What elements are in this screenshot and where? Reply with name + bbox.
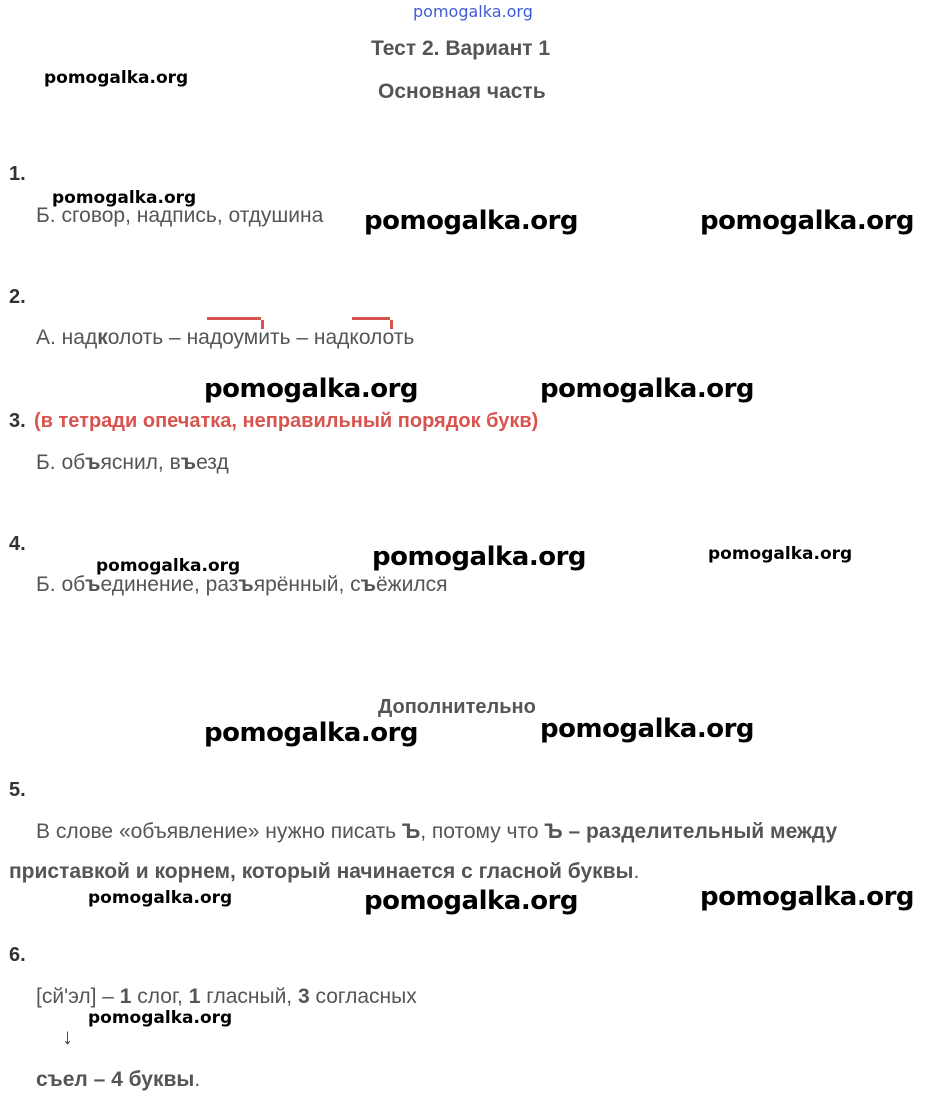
answer-6-line-1: [сй'эл] – 1 слог, 1 гласный, 3 согласных bbox=[36, 985, 417, 1008]
watermark: pomogalka.org bbox=[44, 68, 189, 88]
answer-6-line-2: съел – 4 буквы. bbox=[36, 1068, 201, 1091]
watermark: pomogalka.org bbox=[700, 882, 915, 912]
watermark: pomogalka.org bbox=[204, 374, 419, 404]
watermark: pomogalka.org bbox=[540, 714, 755, 744]
watermark: pomogalka.org bbox=[88, 888, 233, 908]
watermark: pomogalka.org bbox=[52, 188, 197, 208]
section-main-heading: Основная часть bbox=[378, 80, 546, 103]
item-number-5: 5. bbox=[9, 779, 26, 801]
down-arrow-icon: ↓ bbox=[62, 1024, 73, 1049]
answer-4: Б. объединение, разъярённый, съёжился bbox=[36, 573, 448, 596]
emphasized-letter: к bbox=[97, 326, 108, 349]
answer-5-line-1: В слове «объявление» нужно писать Ъ, потому что Ъ – разделительный между bbox=[36, 820, 838, 843]
item-number-1: 1. bbox=[9, 163, 26, 185]
answer-1: Б. сговор, надпись, отдушина bbox=[36, 204, 324, 227]
watermark: pomogalka.org bbox=[88, 1008, 233, 1028]
section-extra-heading: Дополнительно bbox=[378, 696, 536, 718]
page-title: Тест 2. Вариант 1 bbox=[371, 37, 551, 60]
item-number-2: 2. bbox=[9, 286, 26, 308]
typo-note: (в тетради опечатка, неправильный порядок букв) bbox=[34, 410, 539, 432]
watermark: pomogalka.org bbox=[700, 206, 915, 236]
item-number-6: 6. bbox=[9, 944, 26, 966]
site-link[interactable]: pomogalka.org bbox=[413, 2, 533, 21]
watermark: pomogalka.org bbox=[372, 542, 587, 572]
watermark: pomogalka.org bbox=[540, 374, 755, 404]
item-number-3: 3. bbox=[9, 410, 26, 432]
watermark: pomogalka.org bbox=[708, 544, 853, 564]
watermark: pomogalka.org bbox=[364, 206, 579, 236]
watermark: pomogalka.org bbox=[204, 718, 419, 748]
item-number-4: 4. bbox=[9, 533, 26, 555]
answer-5-line-2: приставкой и корнем, который начинается с гласной буквы. bbox=[9, 860, 640, 883]
answer-3: Б. объяснил, въезд bbox=[36, 451, 229, 474]
watermark: pomogalka.org bbox=[364, 886, 579, 916]
answer-2: А. надколоть – надоумить – надколоть bbox=[36, 326, 415, 349]
watermark: pomogalka.org bbox=[96, 556, 241, 576]
